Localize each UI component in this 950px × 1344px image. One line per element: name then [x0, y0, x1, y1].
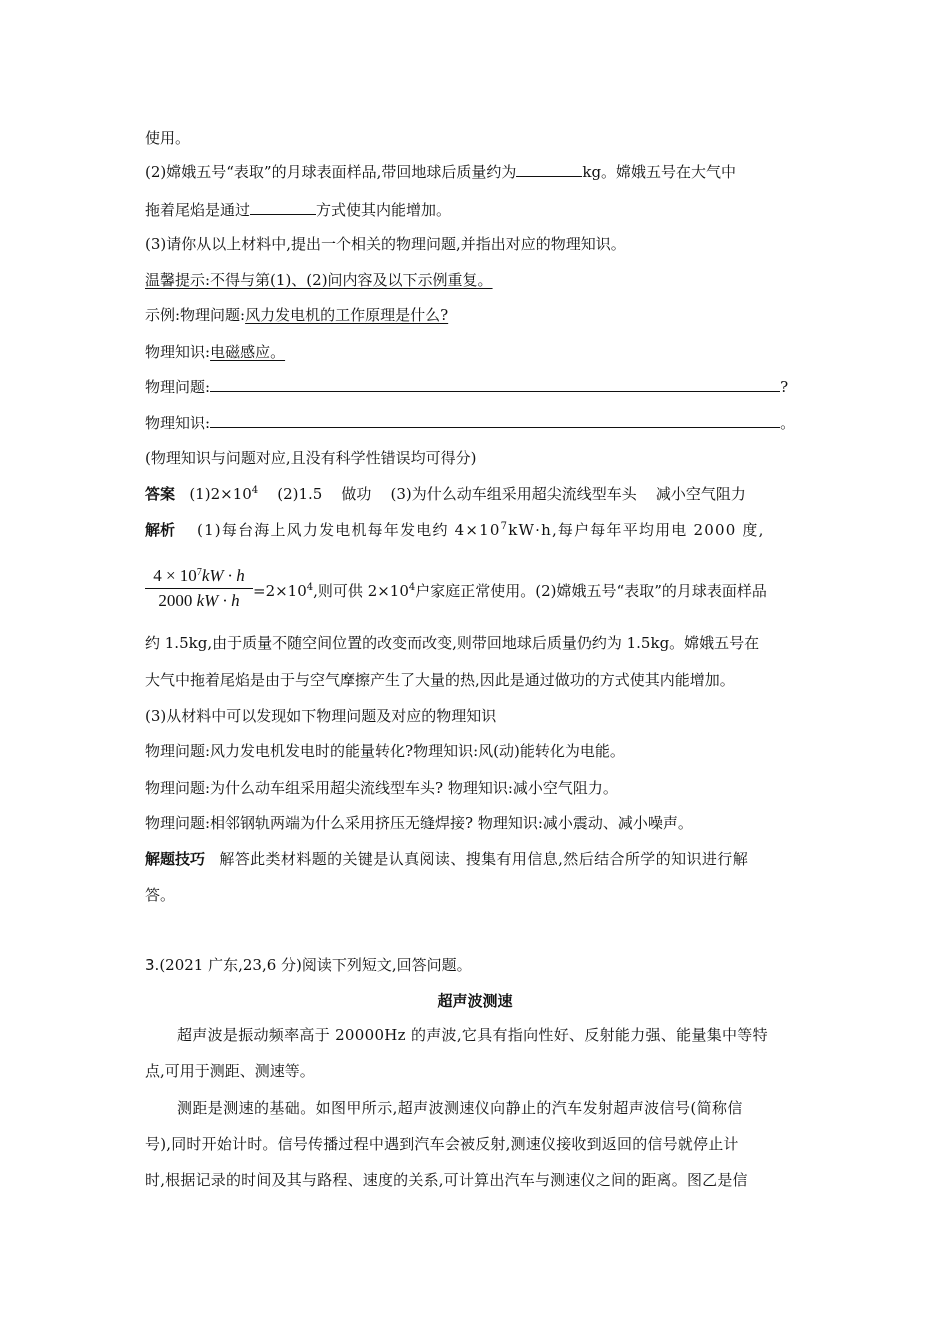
analysis-line-1: 解析 (1)每台海上风力发电机每年发电约 $4\times 10^7kW\cdot h$,每户每年平均用电 2000 度, — [145, 521, 765, 539]
answer-blank[interactable] — [516, 162, 582, 177]
tips-line: 解题技巧 解答此类材料题的关键是认真阅读、搜集有用信息,然后结合所学的知识进行解 — [145, 850, 749, 868]
analysis-line-2: $=2\times 10^4$,则可供 $2\times 10^4$户家庭正常使用。(2)嫦娥五号“表取”的月球表面样品 — [253, 582, 767, 600]
analysis-line-6: 物理问题:风力发电机发电时的能量转化?物理知识:风(动)能转化为电能。 — [145, 742, 625, 760]
answer-label: 答案 — [145, 485, 176, 503]
question-input-line: 物理问题: ? — [145, 378, 789, 396]
question-3-line: (3)请你从以上材料中,提出一个相关的物理问题,并指出对应的物理知识。 — [145, 235, 626, 253]
article-paragraph-2-line-3: 时,根据记录的时间及其与路程、速度的关系,可计算出汽车与测速仪之间的距离。图乙是信 — [145, 1171, 748, 1189]
answer-line: 答案 $(1)2\times 10^4$ (2)1.5 做功 (3)为什么动车组采用超尖流线型车头 减小空气阻力 — [145, 485, 746, 503]
text-line: 使用。 — [145, 129, 191, 147]
scoring-note: (物理知识与问题对应,且没有科学性错误均可得分) — [145, 449, 477, 467]
analysis-line-5: (3)从材料中可以发现如下物理问题及对应的物理知识 — [145, 707, 497, 725]
knowledge-input-line: 物理知识: 。 — [145, 414, 796, 432]
article-paragraph-2-line-1: 测距是测速的基础。如图甲所示,超声波测速仪向静止的汽车发射超声波信号(简称信 — [177, 1099, 743, 1117]
analysis-line-4: 大气中拖着尾焰是由于与空气摩擦产生了大量的热,因此是通过做功的方式使其内能增加。 — [145, 671, 735, 689]
analysis-label: 解析 — [145, 521, 176, 539]
question-3-header: 3.(2021 广东,23,6 分)阅读下列短文,回答问题。 — [145, 956, 472, 974]
analysis-line-3: 约 1.5kg,由于质量不随空间位置的改变而改变,则带回地球后质量仍约为 1.5kg。嫦娥五号在 — [145, 634, 760, 652]
tips-line-2: 答。 — [145, 886, 176, 904]
fraction-formula: $4 \times 10^7kW \cdot h$ 2000 kW · h — [145, 566, 253, 611]
analysis-line-8: 物理问题:相邻钢轨两端为什么采用挤压无缝焊接? 物理知识:减小震动、减小噪声。 — [145, 814, 693, 832]
answer-blank[interactable] — [250, 200, 316, 215]
article-title: 超声波测速 — [437, 992, 513, 1010]
question-2-line: (2)嫦娥五号“表取”的月球表面样品,带回地球后质量约为 kg。嫦娥五号在大气中 — [145, 163, 737, 181]
question-2-line-2: 拖着尾焰是通过 方式使其内能增加。 — [145, 201, 452, 219]
tips-label: 解题技巧 — [145, 850, 206, 868]
article-paragraph-2-line-2: 号),同时开始计时。信号传播过程中遇到汽车会被反射,测速仪接收到返回的信号就停止计 — [145, 1135, 739, 1153]
hint-line: 温馨提示:不得与第(1)、(2)问内容及以下示例重复。 — [145, 271, 493, 289]
example-question-line: 示例:物理问题:风力发电机的工作原理是什么? — [145, 306, 449, 324]
article-paragraph-1-line-1: 超声波是振动频率高于 20000Hz 的声波,它具有指向性好、反射能力强、能量集中等特 — [177, 1026, 768, 1044]
example-knowledge-line: 物理知识:电磁感应。 — [145, 343, 286, 361]
article-paragraph-1-line-2: 点,可用于测距、测速等。 — [145, 1062, 315, 1080]
physics-question-blank[interactable] — [210, 377, 780, 392]
physics-knowledge-blank[interactable] — [210, 413, 780, 428]
analysis-line-7: 物理问题:为什么动车组采用超尖流线型车头? 物理知识:减小空气阻力。 — [145, 779, 618, 797]
